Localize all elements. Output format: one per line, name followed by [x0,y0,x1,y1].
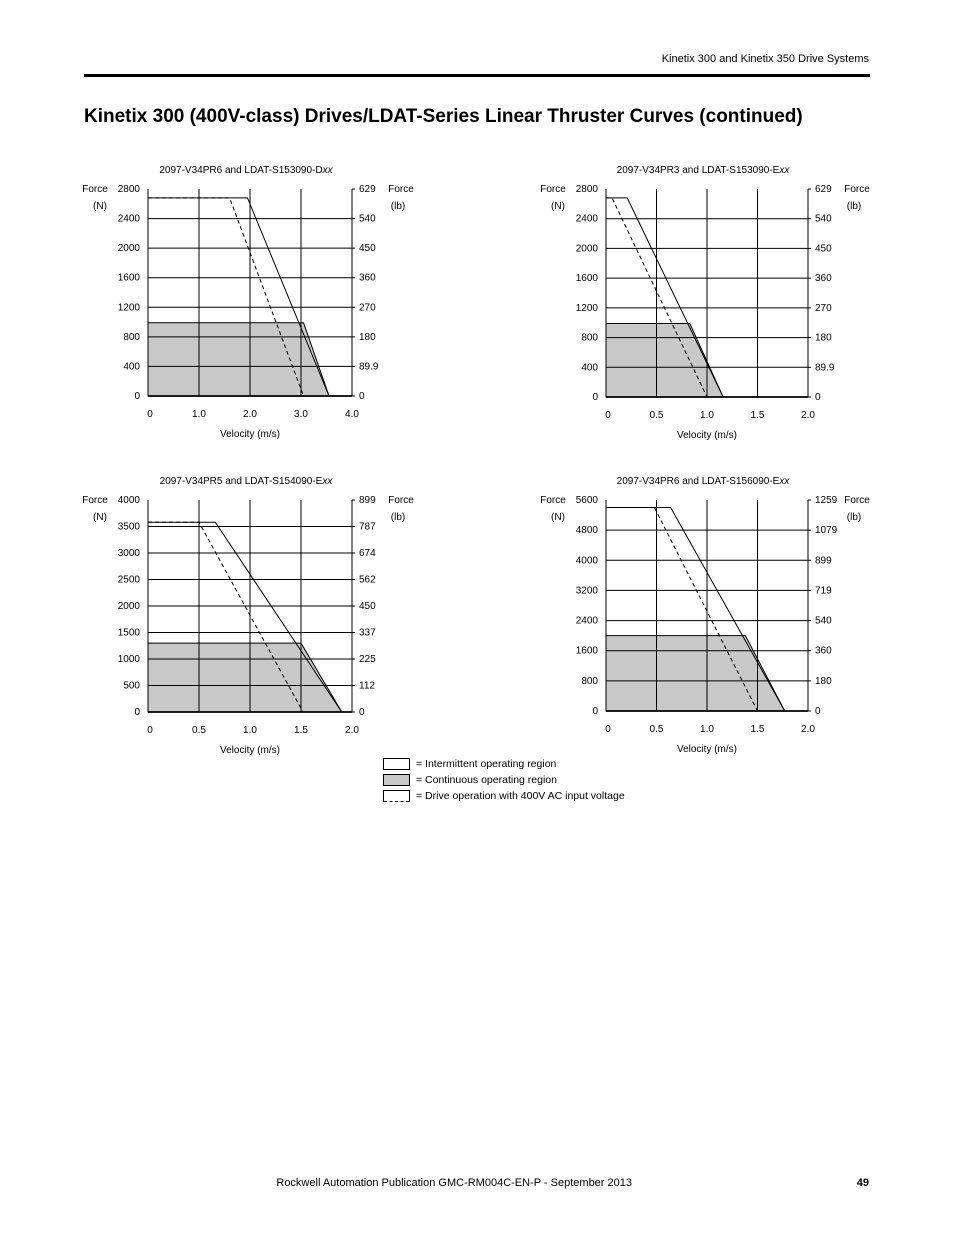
running-head: Kinetix 300 and Kinetix 350 Drive Systems [661,53,869,65]
chart-1 [82,165,414,440]
y-axis-unit-left: (N) [93,512,107,523]
y-tick-label: 400 [123,361,140,373]
y2-tick-label: 180 [815,675,832,687]
y-tick-label: 500 [123,680,140,692]
y2-tick-label: 450 [359,243,376,255]
page-number: 49 [856,1177,869,1189]
chart-title-suffix: xx [322,165,333,176]
y2-tick-label: 360 [815,273,832,285]
y2-tick-label: 0 [359,707,365,718]
chart-title-suffix: xx [779,476,790,487]
y2-tick-label: 719 [815,585,832,597]
y-tick-label: 1600 [575,645,598,657]
y2-tick-label: 629 [815,184,832,195]
y2-tick-label: 540 [815,213,832,225]
y2-tick-label: 899 [359,495,376,506]
y2-tick-label: 89.9 [815,362,835,374]
x-tick-label: 2.0 [345,725,359,736]
legend-item-continuous [383,772,625,788]
x-axis-title: Velocity (m/s) [219,745,281,756]
legend-label-continuous: = Continuous operating region [416,774,557,786]
y-tick-label: 0 [592,392,598,403]
legend-item-intermittent [383,756,625,772]
y2-tick-label: 337 [359,627,376,639]
y-tick-label: 2800 [575,184,598,195]
x-tick-label: 0.5 [649,410,664,421]
y-axis-unit-left: (N) [551,201,565,212]
x-tick-label: 1.5 [294,725,308,736]
y-tick-label: 2800 [117,184,140,195]
y-axis-unit-right: (lb) [390,201,406,212]
y-tick-label: 800 [123,331,140,343]
x-tick-label: 0 [605,410,611,421]
y2-tick-label: 180 [815,332,832,344]
x-tick-label: 0 [605,724,611,735]
chart-title-part: 2097-V34PR6 and LDAT-S156090-E [616,476,780,487]
y-tick-label: 2000 [117,601,140,612]
y-axis-unit-right: (lb) [846,512,862,523]
x-axis-title: Velocity (m/s) [676,430,738,441]
y-axis-title-right: Force [844,184,870,195]
y-tick-label: 400 [581,362,598,374]
legend-label-drive-400v: = Drive operation with 400V AC input voltage [416,790,625,802]
footer-publication: Rockwell Automation Publication GMC-RM004C-EN-P - September 2013 [276,1177,632,1189]
y-tick-label: 0 [134,391,140,402]
y-tick-label: 800 [581,675,598,687]
chart-title [617,165,791,176]
y-axis-title-right: Force [844,495,870,506]
legend-label-intermittent: = Intermittent operating region [416,758,557,770]
x-tick-label: 0 [147,725,153,736]
y2-tick-label: 112 [359,680,375,692]
y-tick-label: 1500 [117,627,140,639]
y-tick-label: 2400 [117,213,140,225]
legend-swatch-intermittent [383,758,410,770]
y-axis-title-right: Force [388,184,414,195]
y2-tick-label: 540 [359,213,376,225]
x-tick-label: 0.5 [649,724,664,735]
chart-4 [540,476,870,755]
y-axis-title-left: Force [82,495,108,506]
x-tick-label: 1.5 [750,724,765,735]
y2-tick-label: 270 [815,302,832,314]
y2-tick-label: 562 [359,574,376,586]
y2-tick-label: 360 [815,645,832,657]
x-tick-label: 1.0 [700,410,714,421]
chart-title [159,165,333,176]
y2-tick-label: 450 [359,601,376,612]
y2-tick-label: 225 [359,654,376,665]
y2-tick-label: 180 [359,331,376,343]
x-tick-label: 1.0 [192,409,206,420]
y-tick-label: 4800 [575,525,598,537]
y-tick-label: 0 [134,707,140,718]
chart-title-suffix: xx [779,165,790,176]
y-tick-label: 2000 [575,243,598,255]
y-axis-unit-right: (lb) [390,512,406,523]
y2-tick-label: 1259 [815,495,838,506]
chart-title-part: 2097-V34PR3 and LDAT-S153090-E [616,165,780,176]
y-axis-title-left: Force [540,495,566,506]
y-axis-title-left: Force [540,184,566,195]
x-tick-label: 2.0 [801,410,815,421]
legend [383,756,625,804]
y2-tick-label: 450 [815,243,832,255]
y-axis-unit-left: (N) [93,201,107,212]
y2-tick-label: 899 [815,555,832,567]
y-tick-label: 4000 [575,555,598,567]
chart-title-part: 2097-V34PR5 and LDAT-S154090-E [159,476,323,487]
y-tick-label: 2400 [575,615,598,627]
y-tick-label: 3500 [117,521,140,533]
continuous-region [148,323,329,396]
y2-tick-label: 360 [359,272,376,284]
y-tick-label: 2500 [117,574,140,586]
y2-tick-label: 629 [359,184,376,195]
x-tick-label: 3.0 [294,409,308,420]
x-tick-label: 1.5 [750,410,765,421]
chart-2 [540,165,870,441]
x-tick-label: 0 [147,409,153,420]
legend-swatch-continuous [383,774,410,786]
x-axis-title: Velocity (m/s) [676,744,738,755]
y-tick-label: 1600 [575,273,598,285]
y2-tick-label: 0 [359,391,365,402]
x-tick-label: 2.0 [801,724,815,735]
y-axis-unit-left: (N) [551,512,565,523]
y2-tick-label: 540 [815,615,832,627]
x-tick-label: 1.0 [700,724,714,735]
y-tick-label: 2000 [117,243,140,255]
y-tick-label: 2400 [575,213,598,225]
y-tick-label: 1600 [117,272,140,284]
y-tick-label: 800 [581,332,598,344]
y2-tick-label: 674 [359,548,376,559]
y2-tick-label: 270 [359,302,376,314]
chart-3 [82,476,414,756]
y-axis-title-left: Force [82,184,108,195]
x-tick-label: 4.0 [345,409,359,420]
y2-tick-label: 89.9 [359,361,379,373]
y2-tick-label: 787 [359,521,376,533]
chart-title-part: 2097-V34PR6 and LDAT-S153090-D [159,165,323,176]
legend-item-drive-400v [383,788,625,804]
y-tick-label: 0 [592,706,598,717]
x-tick-label: 1.0 [243,725,257,736]
page-title: Kinetix 300 (400V-class) Drives/LDAT-Series Linear Thruster Curves (continued) [84,106,803,127]
legend-swatch-drive-400v [383,790,410,802]
y-tick-label: 5600 [575,495,598,506]
y2-tick-label: 1079 [815,525,838,537]
x-axis-title: Velocity (m/s) [219,429,281,440]
chart-title [160,476,334,487]
continuous-region [148,643,342,712]
x-tick-label: 2.0 [243,409,257,420]
y-tick-label: 1200 [117,302,140,314]
chart-title-suffix: xx [322,476,333,487]
y-axis-title-right: Force [388,495,414,506]
y-tick-label: 3000 [117,548,140,559]
x-tick-label: 0.5 [192,725,206,736]
y-tick-label: 4000 [117,495,140,506]
y-tick-label: 3200 [575,585,598,597]
y-axis-unit-right: (lb) [846,201,862,212]
y2-tick-label: 0 [815,392,821,403]
chart-title [617,476,791,487]
y-tick-label: 1200 [575,302,598,314]
y-tick-label: 1000 [117,654,140,665]
y2-tick-label: 0 [815,706,821,717]
